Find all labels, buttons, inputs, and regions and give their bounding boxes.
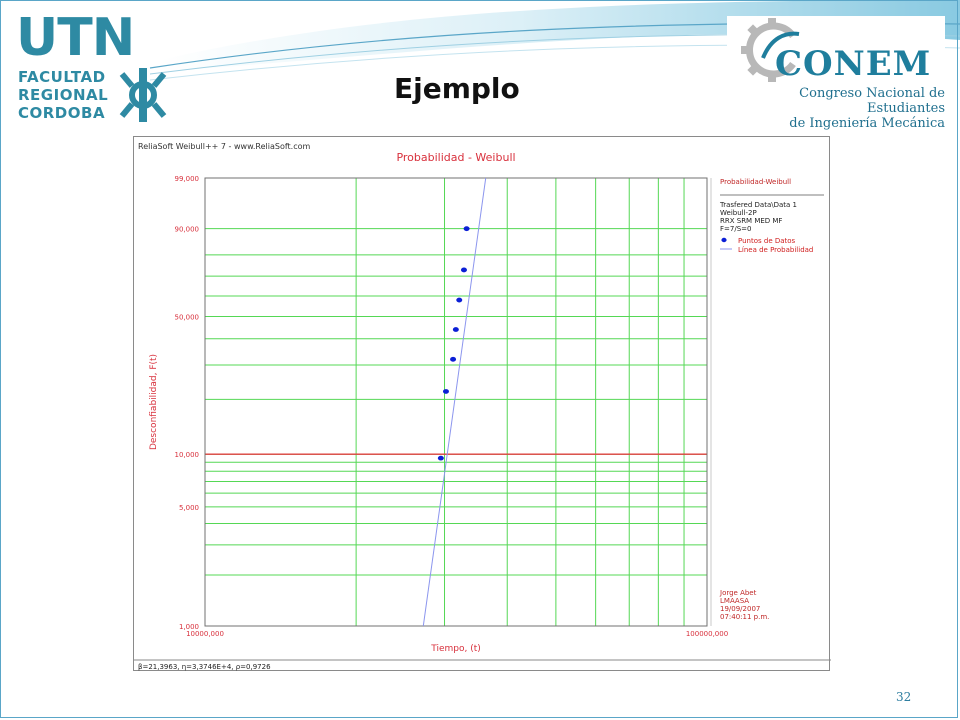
data-point — [461, 268, 467, 273]
footer-info-line: LMAASA — [720, 597, 750, 605]
y-tick-label: 90,000 — [174, 225, 199, 234]
y-tick-label: 99,000 — [174, 175, 199, 183]
utn-line-1: FACULTAD — [18, 68, 106, 86]
probability-fit-line — [423, 178, 485, 626]
y-tick-label: 1,000 — [178, 623, 199, 631]
data-point — [450, 357, 456, 362]
utn-letters: UTN — [16, 8, 135, 68]
x-tick-label: 100000,000 — [685, 630, 729, 638]
y-tick-label: 5,000 — [178, 503, 199, 512]
legend-heading: Probabilidad-Weibull — [720, 178, 792, 186]
conem-subtitle-line-2: de Ingeniería Mecánica — [789, 116, 945, 131]
conem-logo — [727, 16, 945, 131]
legend-info-line: RRX SRM MED MF — [720, 217, 783, 225]
data-point — [443, 389, 449, 394]
footer-info-line: 19/09/2007 — [720, 605, 761, 613]
legend-info-line: F=7/S=0 — [720, 225, 752, 233]
params-text: β=21,3963, η=3,3746E+4, ρ=0,9726 — [138, 663, 271, 671]
x-axis-label: Tiempo, (t) — [431, 644, 481, 654]
y-tick-label: 50,000 — [174, 313, 199, 322]
data-point — [464, 226, 470, 231]
legend-label-points: Puntos de Datos — [738, 237, 796, 245]
footer-info-line: 07:40:11 p.m. — [720, 613, 770, 621]
utn-faculty-text — [18, 68, 108, 122]
page-number: 32 — [896, 690, 912, 704]
x-tick-label: 10000,000 — [186, 630, 224, 638]
data-point — [438, 456, 444, 461]
utn-line-3: CORDOBA — [18, 104, 106, 122]
legend-marker-points — [721, 238, 726, 242]
slide-title: Ejemplo — [394, 72, 520, 105]
y-axis-label: Desconfiabilidad, F(t) — [149, 353, 159, 451]
utn-logo — [16, 8, 166, 124]
utn-emblem-icon — [118, 66, 168, 124]
chart-title: Probabilidad - Weibull — [396, 151, 516, 164]
legend-info-line: Weibull-2P — [720, 209, 757, 217]
conem-subtitle — [727, 86, 945, 131]
conem-subtitle-line-1: Congreso Nacional de Estudiantes — [799, 86, 945, 116]
data-point — [456, 298, 462, 303]
data-point — [453, 327, 459, 332]
utn-line-2: REGIONAL — [18, 86, 109, 104]
y-tick-label: 10,000 — [174, 451, 199, 460]
legend-info-line: Trasfered Data\Data 1 — [720, 201, 797, 209]
chart-header-text: ReliaSoft Weibull++ 7 - www.ReliaSoft.com — [138, 142, 311, 151]
weibull-probability-plot — [134, 137, 831, 672]
plot-area-frame — [205, 178, 707, 626]
weibull-chart — [133, 136, 830, 671]
footer-info-line: Jorge Abet — [720, 589, 757, 597]
conem-wordmark: CONEM — [775, 44, 932, 84]
legend-label-line: Línea de Probabilidad — [738, 246, 814, 254]
